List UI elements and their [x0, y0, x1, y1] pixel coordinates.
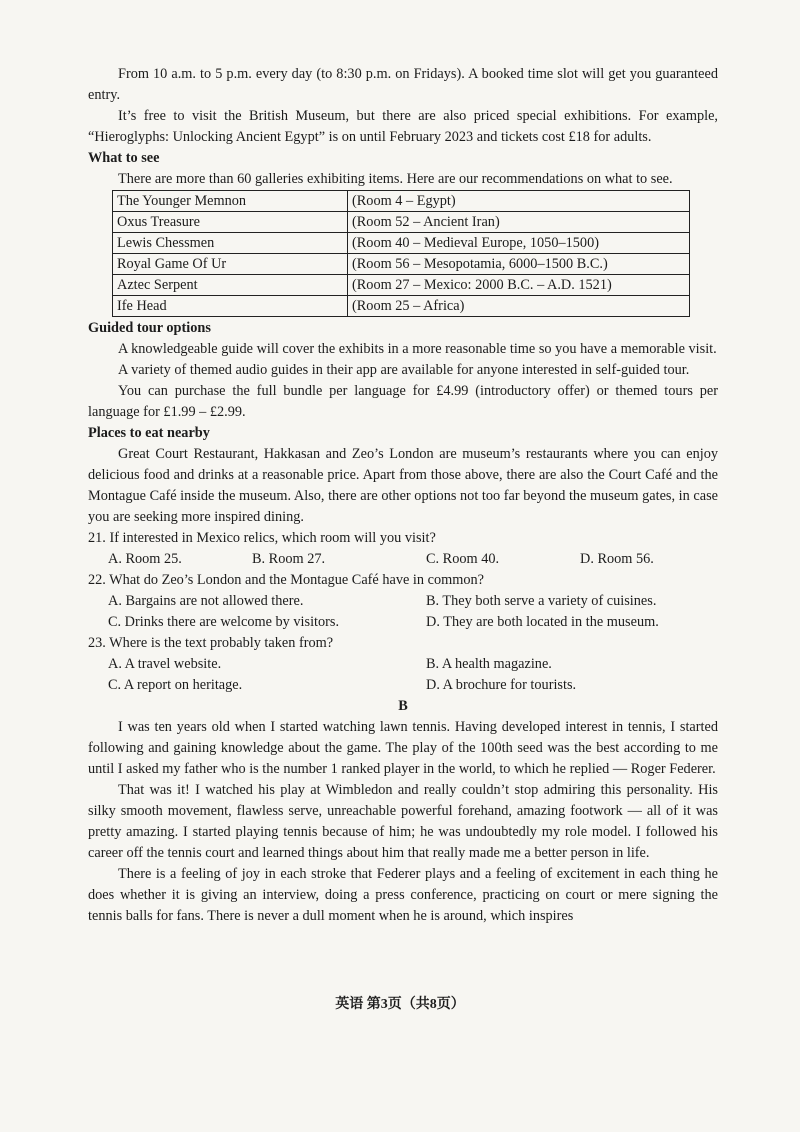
exhibit-name: Lewis Chessmen: [113, 233, 348, 254]
section-b-label: B: [398, 698, 408, 714]
eat-paragraph: Great Court Restaurant, Hakkasan and Zeo’s London are museum’s restaurants where you can enjoy delicious food and drinks at a reasonable price. Apart from those above, there are also the Court Café and the Montague Café inside the museum. Also, there are other options not too far beyond the museum gates, in case you are seeking more inspired dining.: [88, 446, 718, 525]
table-row: [113, 191, 690, 212]
admission-paragraph: It’s free to visit the British Museum, but there are also priced special exhibitions. For example, “Hieroglyphs: Unlocking Ancient Egypt” is on until February 2023 and tickets cost £18 for adults.: [88, 108, 718, 145]
question-21: 21. If interested in Mexico relics, which room will you visit?: [88, 530, 436, 546]
table-row: [113, 212, 690, 233]
tennis-paragraph-2: That was it! I watched his play at Wimbledon and really couldn’t stop admiring this personality. His silky smooth movement, flawless serve, unreachable powerful forehand, amazing footwork — all of it was pretty amazing. I started playing tennis because of him; he was undoubtedly my role model. I followed his career off the tennis court and learned things about him that really made me a better person in life.: [88, 782, 718, 861]
option-d: D. A brochure for tourists.: [426, 677, 577, 693]
option-d: D. Room 56.: [580, 551, 654, 567]
option-b: B. A health magazine.: [426, 656, 552, 672]
option-c: C. Drinks there are welcome by visitors.: [108, 614, 340, 630]
option-d: D. They are both located in the museum.: [426, 614, 659, 630]
exhibit-name: Royal Game Of Ur: [113, 254, 348, 275]
tennis-paragraph-3: There is a feeling of joy in each stroke that Federer plays and a feeling of excitement in each thing he does whether it is giving an interview, doing a press conference, practicing on court or mere signing the tennis balls for fans. There is never a dull moment when he is around, which inspires: [88, 866, 718, 924]
option-b: B. Room 27.: [252, 551, 326, 567]
exhibit-room: (Room 25 – Africa): [348, 296, 690, 317]
exhibit-name: The Younger Memnon: [113, 191, 348, 212]
option-a: A. A travel website.: [108, 656, 222, 672]
exhibit-room: (Room 40 – Medieval Europe, 1050–1500): [348, 233, 690, 254]
exhibit-room: (Room 4 – Egypt): [348, 191, 690, 212]
exhibit-room: (Room 52 – Ancient Iran): [348, 212, 690, 233]
option-a: A. Bargains are not allowed there.: [108, 593, 304, 609]
exhibit-name: Aztec Serpent: [113, 275, 348, 296]
table-row: [113, 254, 690, 275]
question-21-options: [88, 549, 718, 570]
places-to-eat-heading: Places to eat nearby: [88, 425, 210, 441]
option-c: C. A report on heritage.: [108, 677, 243, 693]
page-footer: 英语 第3页（共8页）: [335, 997, 465, 1012]
guided-paragraph-1: A knowledgeable guide will cover the exhibits in a more reasonable time so you have a memorable visit.: [118, 341, 717, 357]
exhibit-room: (Room 27 – Mexico: 2000 B.C. – A.D. 1521): [348, 275, 690, 296]
guided-paragraph-2: A variety of themed audio guides in their app are available for anyone interested in self-guided tour.: [118, 362, 690, 378]
question-22: 22. What do Zeo’s London and the Montague Café have in common?: [88, 572, 484, 588]
guided-tour-heading: Guided tour options: [88, 320, 211, 336]
question-23-options-row-2: [88, 675, 718, 696]
galleries-intro: There are more than 60 galleries exhibiting items. Here are our recommendations on what to see.: [118, 171, 673, 187]
option-b: B. They both serve a variety of cuisines.: [426, 593, 657, 609]
table-row: [113, 296, 690, 317]
question-22-options-row-1: [88, 591, 718, 612]
recommendations-table: [112, 190, 690, 317]
table-row: [113, 233, 690, 254]
opening-hours-paragraph: From 10 a.m. to 5 p.m. every day (to 8:30 p.m. on Fridays). A booked time slot will get you guaranteed entry.: [88, 66, 718, 103]
question-23-options-row-1: [88, 654, 718, 675]
what-to-see-heading: What to see: [88, 150, 160, 166]
exhibit-name: Ife Head: [113, 296, 348, 317]
tennis-paragraph-1: I was ten years old when I started watching lawn tennis. Having developed interest in tennis, I started following and gaining knowledge about the game. The play of the 100th seed was the best according to me until I asked my father who is the number 1 ranked player in the world, to which he replied — Roger Federer.: [88, 719, 718, 777]
guided-paragraph-3: You can purchase the full bundle per language for £4.99 (introductory offer) or themed tours per language for £1.99 – £2.99.: [88, 383, 718, 420]
question-23: 23. Where is the text probably taken from?: [88, 635, 334, 651]
exhibit-room: (Room 56 – Mesopotamia, 6000–1500 B.C.): [348, 254, 690, 275]
exhibit-name: Oxus Treasure: [113, 212, 348, 233]
question-22-options-row-2: [88, 612, 718, 633]
table-row: [113, 275, 690, 296]
option-c: C. Room 40.: [426, 551, 500, 567]
option-a: A. Room 25.: [108, 551, 182, 567]
